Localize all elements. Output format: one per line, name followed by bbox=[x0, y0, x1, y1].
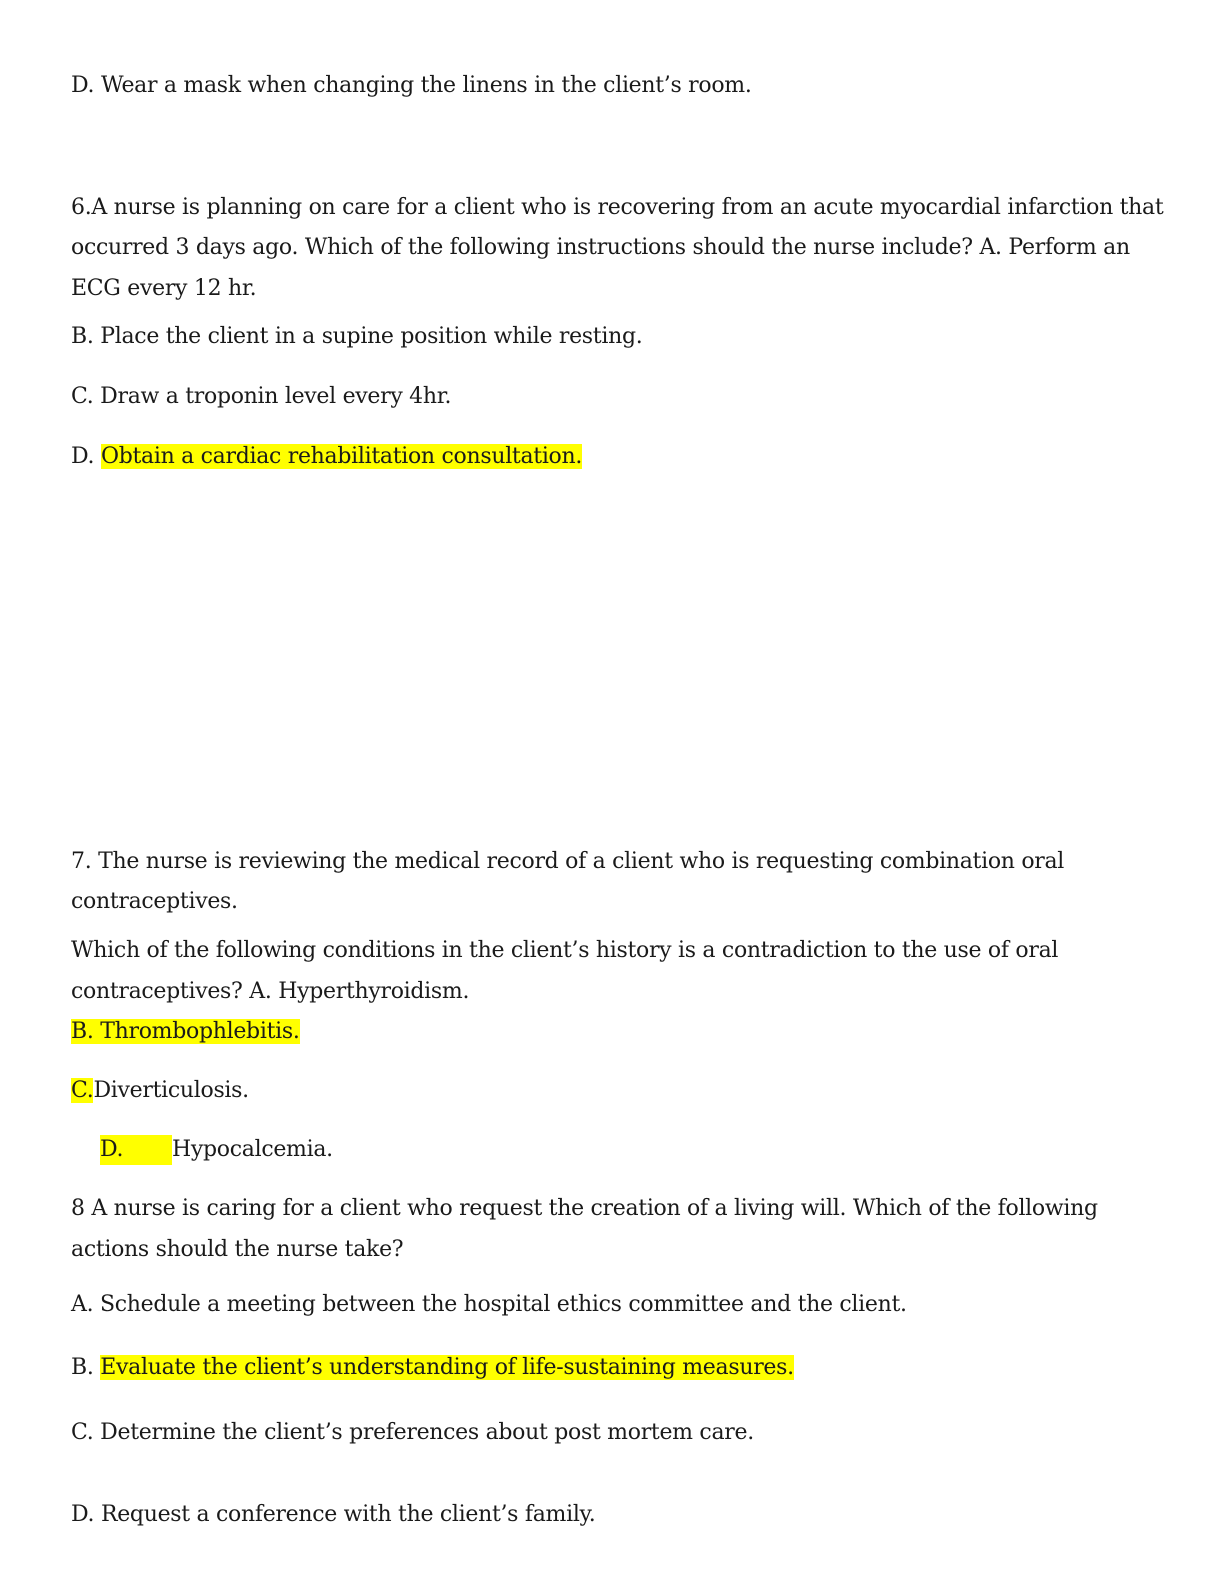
q6-stem-line-1: 6.A nurse is planning on care for a client who is recovering from an acute myocardial infarction that bbox=[71, 195, 1164, 220]
q7-stem-line-3: Which of the following conditions in the client’s history is a contradiction to the use of oral bbox=[71, 938, 1059, 963]
q8-option-b-text-highlighted: Evaluate the client’s understanding of life-sustaining measures. bbox=[100, 1355, 794, 1380]
q7-option-d-letter-highlighted: D. bbox=[100, 1135, 172, 1165]
q7-option-c bbox=[71, 1076, 249, 1106]
q6-stem-line-3: ECG every 12 hr. bbox=[71, 276, 257, 301]
q8-stem-line-1: 8 A nurse is caring for a client who request the creation of a living will. Which of the following bbox=[71, 1196, 1098, 1221]
q7-option-d bbox=[100, 1135, 333, 1165]
q7-stem-line-2: contraceptives. bbox=[71, 889, 238, 914]
q6-option-d-text-highlighted: Obtain a cardiac rehabilitation consultation. bbox=[100, 444, 583, 469]
q6-option-b: B. Place the client in a supine position while resting. bbox=[71, 324, 643, 349]
q7-option-b-highlighted: B. Thrombophlebitis. bbox=[71, 1019, 300, 1044]
q8-option-d: D. Request a conference with the client’s family. bbox=[71, 1502, 596, 1527]
q6-option-d-letter: D. bbox=[71, 444, 95, 469]
q6-option-d bbox=[71, 442, 582, 472]
q8-option-c: C. Determine the client’s preferences about post mortem care. bbox=[71, 1420, 754, 1445]
q7-option-c-letter-highlighted: C. bbox=[71, 1078, 94, 1103]
q6-option-c: C. Draw a troponin level every 4hr. bbox=[71, 384, 452, 409]
q8-stem-line-2: actions should the nurse take? bbox=[71, 1237, 404, 1262]
q8-option-b bbox=[71, 1353, 794, 1383]
q7-option-c-text: Diverticulosis. bbox=[93, 1078, 249, 1103]
q7-stem-line-1: 7. The nurse is reviewing the medical record of a client who is requesting combination oral bbox=[71, 849, 1065, 874]
q6-stem-line-2: occurred 3 days ago. Which of the following instructions should the nurse include? A. Perform an bbox=[71, 235, 1130, 260]
q7-option-d-text: Hypocalcemia. bbox=[172, 1137, 333, 1162]
q7-stem-line-4: contraceptives? A. Hyperthyroidism. bbox=[71, 979, 470, 1004]
q8-option-b-letter: B. bbox=[71, 1355, 94, 1380]
q5-option-d: D. Wear a mask when changing the linens in the client’s room. bbox=[71, 73, 752, 98]
q7-option-b bbox=[71, 1017, 300, 1047]
q8-option-a: A. Schedule a meeting between the hospital ethics committee and the client. bbox=[71, 1292, 907, 1317]
